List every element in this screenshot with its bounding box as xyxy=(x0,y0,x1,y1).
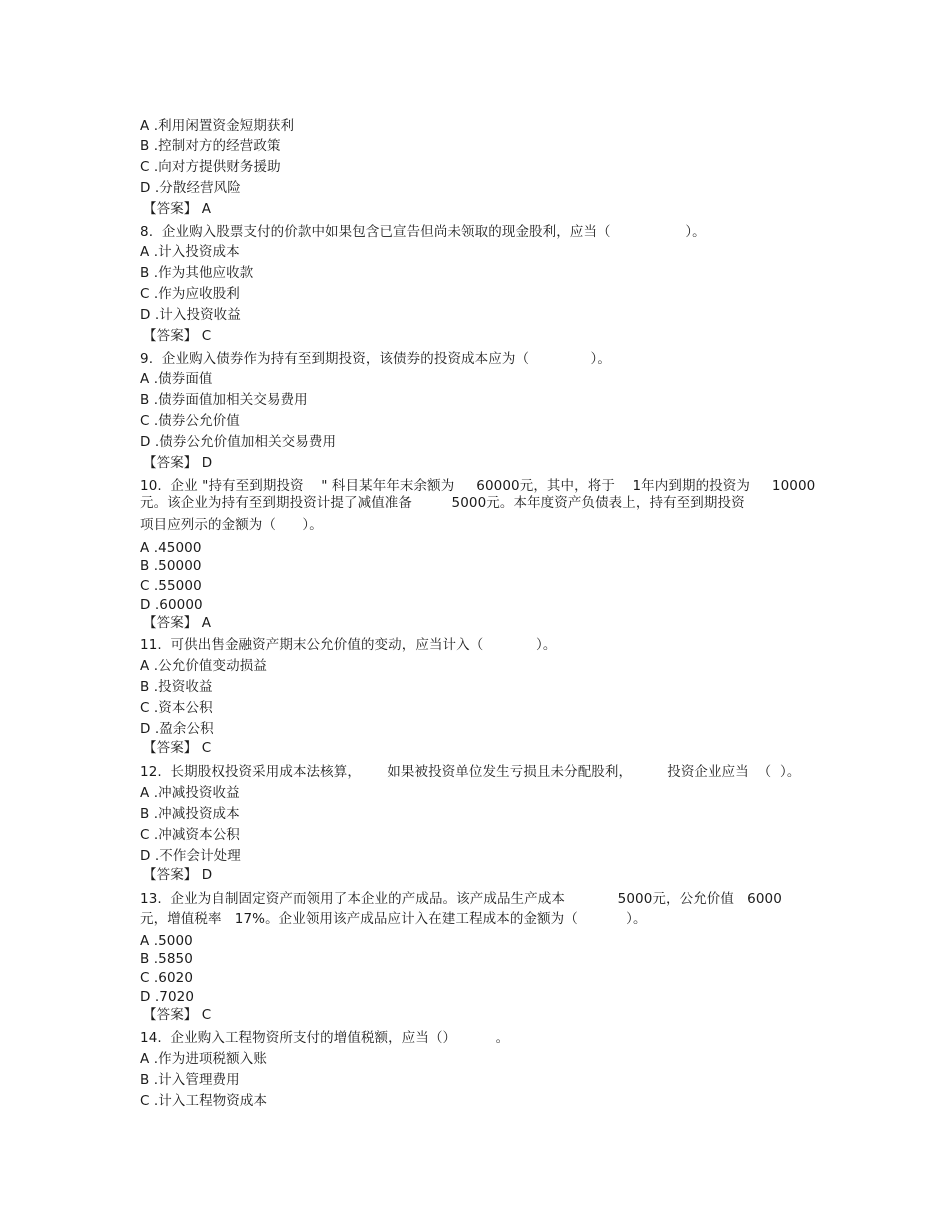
text-line: B .作为其他应收款 xyxy=(140,265,254,281)
text-line: B .债券面值加相关交易费用 xyxy=(140,392,308,408)
answer-line: 【答案】 D xyxy=(143,455,213,471)
text-line: 元，增值税率 17%。企业领用该产成品应计入在建工程成本的金额为（ ）。 xyxy=(140,911,647,927)
text-line: 9. 企业购入债券作为持有至到期投资，该债券的投资成本应为（ ）。 xyxy=(140,351,611,367)
text-line: A .利用闲置资金短期获利 xyxy=(140,118,295,134)
text-line: 10. 企业 "持有至到期投资 " 科目某年年末余额为 60000元，其中，将于 1年内到期的投资为 10000 xyxy=(140,478,816,494)
text-line: 14. 企业购入工程物资所支付的增值税额，应当（） 。 xyxy=(140,1030,510,1046)
text-line: 元。该企业为持有至到期投资计提了减值准备 5000元。本年度资产负债表上，持有至到期投资 xyxy=(140,495,745,511)
text-line: B .50000 xyxy=(140,558,202,574)
text-line: C .计入工程物资成本 xyxy=(140,1093,268,1109)
text-line: B .冲减投资成本 xyxy=(140,806,240,822)
text-line: D .7020 xyxy=(140,989,195,1005)
text-line: B .5850 xyxy=(140,951,193,967)
text-line: B .计入管理费用 xyxy=(140,1072,240,1088)
text-line: C .向对方提供财务援助 xyxy=(140,159,281,175)
text-line: C .冲减资本公积 xyxy=(140,827,240,843)
answer-line: 【答案】 A xyxy=(143,615,212,631)
text-line: A .计入投资成本 xyxy=(140,244,240,260)
text-line: B .控制对方的经营政策 xyxy=(140,138,281,154)
text-line: 12. 长期股权投资采用成本法核算， 如果被投资单位发生亏损且未分配股利， 投资企业应当 （ ）。 xyxy=(140,764,801,780)
text-line: C .债券公允价值 xyxy=(140,413,240,429)
text-line: C .55000 xyxy=(140,578,202,594)
text-line: B .投资收益 xyxy=(140,679,213,695)
text-line: A .公允价值变动损益 xyxy=(140,658,267,674)
text-line: A .冲减投资收益 xyxy=(140,785,240,801)
text-line: A .债券面值 xyxy=(140,371,213,387)
text-line: A .5000 xyxy=(140,933,193,949)
text-line: D .分散经营风险 xyxy=(140,180,241,196)
text-line: 项目应列示的金额为（ ）。 xyxy=(140,517,323,533)
text-line: A .45000 xyxy=(140,540,202,556)
answer-line: 【答案】 C xyxy=(143,1007,212,1023)
text-line: C .资本公积 xyxy=(140,700,213,716)
text-line: 8. 企业购入股票支付的价款中如果包含已宣告但尚未领取的现金股利，应当（ ）。 xyxy=(140,224,706,240)
text-line: 13. 企业为自制固定资产而领用了本企业的产成品。该产成品生产成本 5000元，公允价值 6000 xyxy=(140,891,782,907)
text-line: C .6020 xyxy=(140,970,194,986)
text-line: C .作为应收股利 xyxy=(140,286,240,302)
text-line: D .计入投资收益 xyxy=(140,307,241,323)
text-line: A .作为进项税额入账 xyxy=(140,1051,267,1067)
answer-line: 【答案】 D xyxy=(143,867,213,883)
text-line: D .债券公允价值加相关交易费用 xyxy=(140,434,337,450)
text-line: D .不作会计处理 xyxy=(140,848,241,864)
answer-line: 【答案】 C xyxy=(143,740,212,756)
text-line: D .盈余公积 xyxy=(140,721,214,737)
text-line: 11. 可供出售金融资产期末公允价值的变动，应当计入（ ）。 xyxy=(140,637,557,653)
text-line: D .60000 xyxy=(140,597,203,613)
answer-line: 【答案】 C xyxy=(143,328,212,344)
answer-line: 【答案】 A xyxy=(143,201,212,217)
